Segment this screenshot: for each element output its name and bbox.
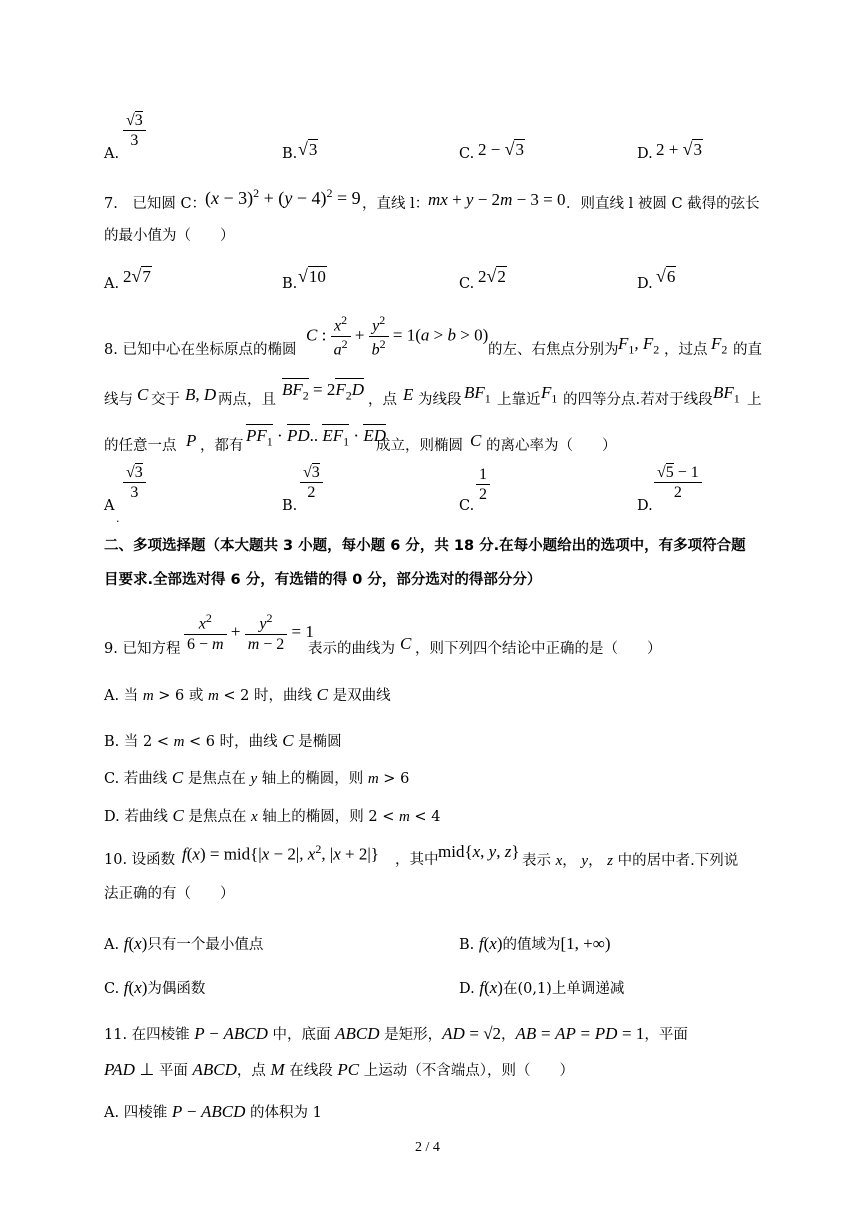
q8-ellipse-equation: C : $\frac{x^2}{a^2}$ + $\frac{y^2}{b^2}$ = 1(a > b > 0) [306, 313, 489, 359]
q7-line-equation: mx + y − 2m − 3 = 0 [428, 190, 566, 209]
q10-option-a: A. f(x)只有一个最小值点 [104, 934, 264, 953]
q8-p: P [186, 431, 197, 450]
q8-text-1: 的左、右焦点分别为 [488, 342, 619, 358]
q7-middle: ，直线 l： [362, 196, 430, 212]
q10-function: f(x) = mid{|x − 2|, $x^2$, |x + 2|} [182, 842, 379, 864]
q10-option-d: D. f(x)在(0,1)上单调递减 [459, 978, 625, 997]
q10-line-2: 法正确的有（ ） [104, 886, 235, 902]
page-number: 2 / 4 [415, 1140, 440, 1155]
q8-line2-d: ，点 [368, 392, 397, 408]
q8-bf1-b: $BF_1$ [713, 383, 740, 406]
q9-option-c: C. 若曲线 C 是焦点在 y 轴上的椭圆，则 m > 6 [104, 768, 410, 787]
q8-foci: $F_1$, $F_2$ [618, 334, 660, 357]
q8-option-c-letter: C. [459, 498, 475, 514]
q10-suffix: 表示 x， y， z 中的居中者.下列说 [522, 853, 739, 869]
q8-bf1: $BF_1$ [464, 383, 491, 406]
q8-f1: $F_1$ [541, 383, 558, 406]
q8-prefix: 8. 已知中心在坐标原点的椭圆 [104, 342, 297, 358]
q8-text-2: ，过点 [664, 342, 708, 358]
q11-option-a: A. 四棱锥 P − ABCD 的体积为 1 [104, 1102, 322, 1121]
q8-line2-h: 上 [747, 392, 762, 408]
q7-option-d-math: √6 [656, 266, 676, 286]
q8-line3-d: 的离心率为（ ） [486, 438, 617, 454]
q7-suffix: ．则直线 l 被圆 C 截得的弦长 [566, 196, 760, 212]
q6-option-c-math: 2 − √3 [478, 139, 524, 159]
q8-line2-e: 为线段 [418, 392, 462, 408]
q7-circle-equation: $(x - 3)^2 + (y - 4)^2 = 9$ [205, 186, 361, 208]
q8-option-d-letter: D. [637, 498, 653, 514]
q8-option-c-math: $\frac{1}{2}$ [476, 466, 490, 505]
q7-option-a-math: 2√7 [123, 266, 151, 286]
q7-option-b-letter: B. [282, 276, 298, 292]
q10-mid-definition: mid{x, y, z} [438, 842, 520, 861]
q9-equation: $\frac{x^2}{6 - m}$ + $\frac{y^2}{m - 2}$ = 1 [184, 612, 314, 654]
q6-option-b-letter: B. [282, 146, 298, 162]
q10-option-c: C. f(x)为偶函数 [104, 978, 206, 997]
q10-prefix: 10. 设函数 [104, 852, 176, 868]
q8-option-d-math: $\frac{√5 - 1}{2}$ [654, 464, 702, 503]
q8-dot-expression: $PF_1$ · PD.. $EF_1$ · ED [246, 426, 386, 449]
q8-line2-b: 交于 [151, 392, 180, 408]
q8-line2-c: 两点，且 [218, 392, 276, 408]
q8-c: C [137, 385, 149, 404]
q8-text-3: 的直 [733, 342, 762, 358]
q8-line2-a: 线与 [104, 392, 133, 408]
section-2-line-2: 目要求.全部选对得 6 分，有选错的得 0 分，部分选对的得部分分） [104, 572, 542, 588]
q10-middle: ，其中 [395, 852, 439, 868]
q8-vector-equation: $BF_2 = 2F_2D$ [282, 380, 365, 403]
q8-line2-g: 的四等分点.若对于线段 [563, 392, 713, 408]
q10-option-b: B. f(x)的值域为[1, +∞) [459, 934, 611, 953]
q9-suffix: 表示的曲线为 [308, 641, 395, 657]
q9-option-d: D. 若曲线 C 是焦点在 x 轴上的椭圆，则 2 < m < 4 [104, 806, 441, 825]
q8-line3-a: 的任意一点 [104, 438, 177, 454]
q7-prefix: 7. 已知圆 C： [104, 196, 207, 212]
q8-line3-c: 成立，则椭圆 [376, 438, 463, 454]
q7-option-d-letter: D. [637, 276, 653, 292]
q8-option-a-math: $\frac{√3}{3}$ [123, 464, 146, 503]
q6-option-c-letter: C. [459, 146, 475, 162]
q7-option-c-letter: C. [459, 276, 475, 292]
q6-option-b-math: √3 [298, 139, 318, 159]
q7-line2: 的最小值为（ ） [104, 228, 235, 244]
q6-option-d-letter: D. [637, 146, 653, 162]
q9-suffix-2: ，则下列四个结论中正确的是（ ） [415, 641, 662, 657]
q8-option-a-dot: . [116, 512, 120, 525]
q6-option-d-math: 2 + √3 [656, 139, 702, 159]
q8-option-a-letter: A [104, 498, 115, 514]
q9-c: C [400, 634, 412, 653]
q7-option-b-math: √10 [298, 266, 326, 286]
q9-option-b: B. 当 2 < m < 6 时，曲线 C 是椭圆 [104, 731, 342, 750]
q7-option-c-math: 2√2 [478, 266, 506, 286]
q11-line-1: 11. 在四棱锥 P − ABCD 中，底面 ABCD 是矩形，AD = √2，AB = AP = PD = 1，平面 [104, 1024, 688, 1043]
q8-c2: C [470, 431, 482, 450]
q8-line3-b: ，都有 [200, 438, 244, 454]
q6-option-a-math: $\frac{√3}{3}$ [123, 112, 146, 151]
q8-option-b-math: $\frac{√3}{2}$ [300, 464, 323, 503]
q9-option-a: A. 当 m > 6 或 m < 2 时，曲线 C 是双曲线 [104, 685, 391, 704]
q7-option-a-letter: A. [104, 276, 120, 292]
q8-line2-f: 上靠近 [497, 392, 541, 408]
q6-option-a-letter: A. [104, 146, 120, 162]
section-2-line-1: 二、多项选择题（本大题共 3 小题，每小题 6 分，共 18 分.在每小题给出的选项中，有多项符合题 [104, 538, 746, 554]
q8-option-b-letter: B. [282, 498, 298, 514]
q9-prefix: 9. 已知方程 [104, 641, 181, 657]
q8-e: E [403, 385, 414, 404]
q8-bd: B, D [185, 385, 217, 404]
q11-line-2: PAD ⊥ 平面 ABCD，点 M 在线段 PC 上运动（不含端点），则（ ） [104, 1060, 574, 1079]
q8-f2: $F_2$ [711, 334, 728, 357]
